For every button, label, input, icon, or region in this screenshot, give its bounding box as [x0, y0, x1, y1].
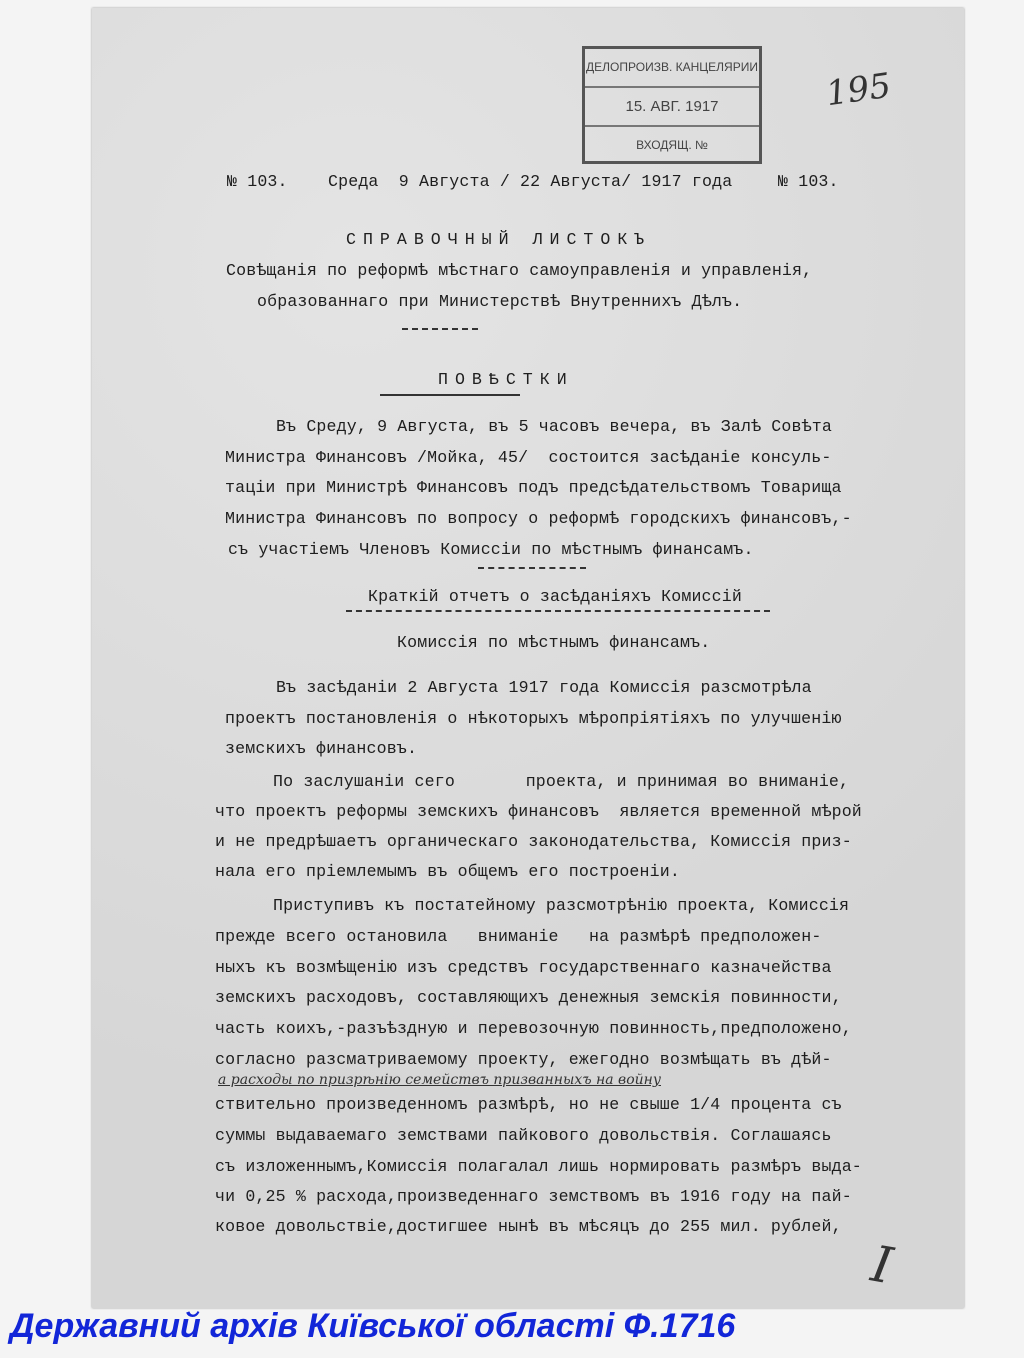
stamp-line-1: ДЕЛОПРОИЗВ. КАНЦЕЛЯРИИ	[585, 49, 759, 88]
text-line: съ изложеннымъ,Комиссія полагалал лишь нормировать размѣръ выда-	[215, 1157, 862, 1176]
subtitle-line: образованнаго при Министерствѣ Внутреннихъ Дѣлъ.	[257, 292, 743, 311]
text-line: ныхъ къ возмѣщенію изъ средствъ государственнаго казначейства	[215, 958, 832, 977]
stamp-date: 15. АВГ. 1917	[585, 88, 759, 127]
text-line: Въ засѣданіи 2 Августа 1917 года Комиссія разсмотрѣла	[276, 678, 812, 697]
text-line: чи 0,25 % расхода,произведеннаго земствомъ въ 1916 году на пай-	[215, 1187, 852, 1206]
text-line: что проектъ реформы земскихъ финансовъ является временной мѣрой	[215, 802, 862, 821]
text-line: земскихъ финансовъ.	[225, 739, 418, 758]
heading-underline	[380, 394, 520, 396]
text-line: часть коихъ,-разъѣздную и перевозочную повинность,предположено,	[215, 1019, 852, 1038]
issue-date: Среда 9 Августа / 22 Августа/ 1917 года	[328, 172, 733, 191]
text-line: проектъ постановленія о нѣкоторыхъ мѣропріятіяхъ по улучшенію	[225, 709, 842, 728]
text-line: согласно разсматриваемому проекту, ежегодно возмѣщать въ дѣй-	[215, 1050, 832, 1069]
section-heading-commission: Комиссія по мѣстнымъ финансамъ.	[397, 633, 711, 652]
text-line: По заслушаніи сего проекта, и принимая во вниманіе,	[273, 772, 850, 791]
text-line: Приступивъ къ постатейному разсмотрѣнію проекта, Комиссія	[273, 896, 850, 915]
text-line: Въ Среду, 9 Августа, въ 5 часовъ вечера, въ Залѣ Совѣта	[276, 417, 832, 436]
issue-number-right: № 103.	[778, 172, 839, 191]
text-line: прежде всего остановила вниманіе на размѣрѣ предположен-	[215, 927, 822, 946]
section-heading-agenda: ПОВѢСТКИ	[438, 370, 574, 389]
page-mark: I	[867, 1234, 897, 1296]
text-line: ковое довольствіе,достигшее нынѣ въ мѣсяцъ до 255 мил. рублей,	[215, 1217, 842, 1236]
archive-watermark: Державний архів Київської області Ф.1716	[10, 1307, 736, 1345]
subtitle-line: Совѣщанія по реформѣ мѣстнаго самоуправленія и управленія,	[226, 261, 813, 280]
folio-number: 195	[823, 65, 894, 115]
text-line: и не предрѣшаетъ органическаго законодательства, Комиссія приз-	[215, 832, 852, 851]
heading-underline	[346, 610, 770, 612]
section-heading-report: Краткій отчетъ о засѣданіяхъ Комиссій	[368, 587, 742, 606]
stamp-line-3: ВХОДЯЩ. №	[636, 138, 708, 152]
divider	[402, 328, 478, 330]
text-line: нала его пріемлемымъ въ общемъ его построеніи.	[215, 862, 680, 881]
text-line: таціи при Министрѣ Финансовъ подъ предсѣдательствомъ Товарища	[225, 478, 842, 497]
document-title: СПРАВОЧНЫЙ ЛИСТОКЪ	[346, 230, 652, 249]
text-line: Министра Финансовъ /Мойка, 45/ состоится засѣданіе консуль-	[225, 448, 832, 467]
text-line: суммы выдаваемаго земствами пайкового довольствія. Соглашаясь	[215, 1126, 832, 1145]
handwritten-insert: а расходы по призрѣнію семействъ призванныхъ на войну	[218, 1072, 661, 1088]
archive-stamp	[582, 46, 762, 164]
text-line: съ участіемъ Членовъ Комиссіи по мѣстнымъ финансамъ.	[228, 540, 754, 559]
issue-number-left: № 103.	[227, 172, 288, 191]
text-line: Министра Финансовъ по вопросу о реформѣ городскихъ финансовъ,-	[225, 509, 852, 528]
text-line: земскихъ расходовъ, составляющихъ денежныя земскія повинности,	[215, 988, 842, 1007]
text-line: ствительно произведенномъ размѣрѣ, но не свыше 1/4 процента съ	[215, 1095, 842, 1114]
divider	[478, 567, 586, 569]
